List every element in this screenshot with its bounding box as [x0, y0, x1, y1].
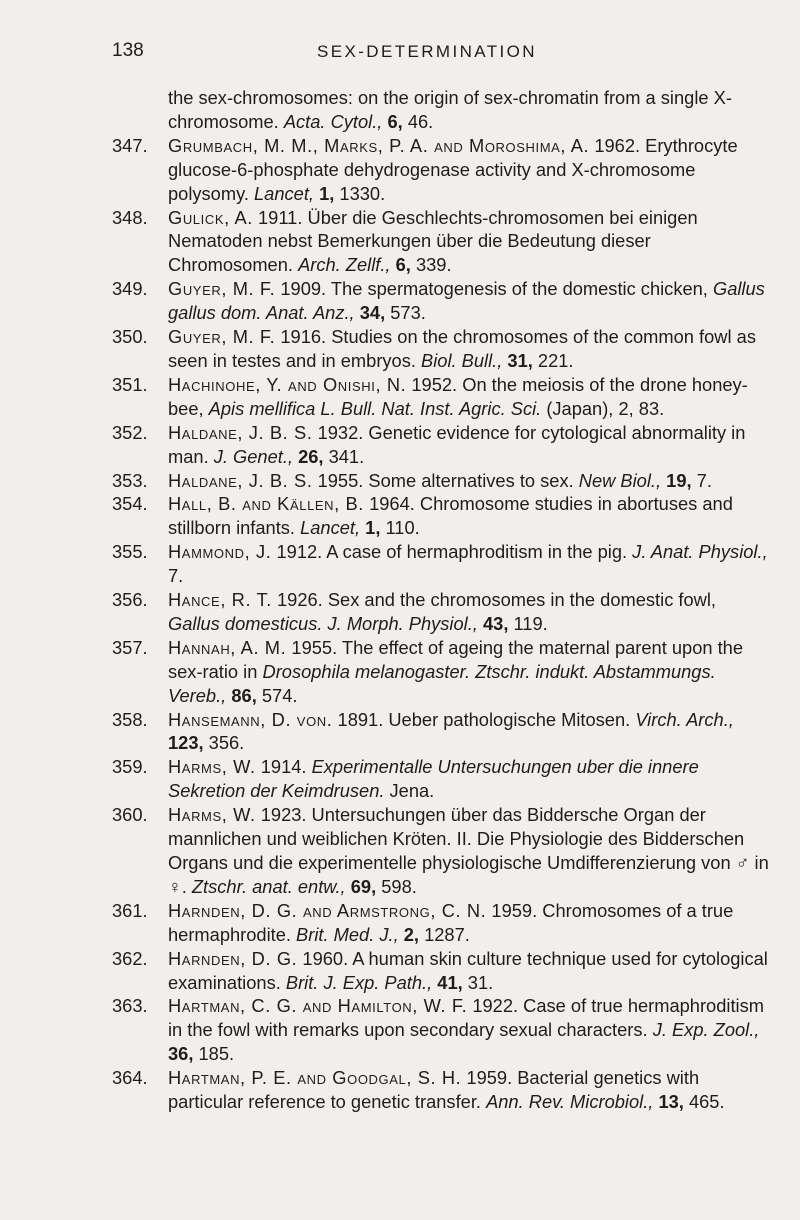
reference-journal: Biol. Bull., — [421, 349, 503, 371]
reference-journal: J. Anat. Physiol., — [632, 541, 768, 563]
reference-number: 356. — [112, 589, 148, 611]
reference-text: 1932. Genetic evidence for cytological abnormality in man. — [168, 421, 746, 467]
reference-volume: 86, — [231, 684, 257, 706]
reference-number: 361. — [112, 899, 148, 921]
reference-entry — [112, 277, 772, 325]
reference-pages: 341. — [323, 445, 365, 467]
reference-volume: 13, — [658, 1091, 684, 1113]
reference-authors: Haldane, J. B. S. — [168, 469, 313, 491]
reference-pages: 339. — [410, 254, 452, 276]
reference-authors: Harnden, D. G. and Armstrong, C. N. — [168, 899, 487, 921]
reference-entry — [112, 1066, 772, 1114]
reference-pages: Jena. — [384, 780, 435, 802]
reference-volume: 19, — [666, 469, 692, 491]
reference-entry — [112, 588, 772, 636]
reference-text: 1891. Ueber pathologische Mitosen. — [332, 708, 636, 730]
reference-authors: Hammond, J. — [168, 541, 272, 563]
reference-authors: Harms, W. — [168, 804, 256, 826]
reference-journal: New Biol., — [578, 469, 662, 491]
reference-number: 347. — [112, 134, 148, 156]
reference-text: 1916. Studies on the chromosomes of the common fowl as seen in testes and in embryos. — [168, 326, 756, 371]
reference-volume: 31, — [507, 349, 533, 371]
continued-journal: Acta. Cytol., — [283, 110, 383, 132]
reference-volume: 26, — [298, 445, 324, 467]
reference-authors: Guyer, M. F. — [168, 326, 276, 348]
reference-entry — [112, 206, 772, 278]
reference-text: 1955. The effect of ageing the maternal parent upon the sex-ratio in — [168, 636, 744, 682]
reference-entry — [112, 708, 772, 756]
reference-number: 355. — [112, 541, 148, 563]
reference-authors: Hall, B. and Källen, B. — [168, 493, 364, 515]
reference-list — [112, 86, 772, 1114]
reference-number: 353. — [112, 469, 148, 491]
reference-journal: Experimentalle Untersuchungen uber die innere Sekretion der Keimdrusen. — [168, 756, 699, 802]
reference-journal: Drosophila melanogaster. Ztschr. indukt. Abstammungs. Vereb., — [168, 660, 716, 706]
reference-number: 363. — [112, 995, 148, 1017]
reference-journal: Gallus gallus dom. Anat. Anz., — [168, 278, 765, 324]
reference-pages: 598. — [376, 875, 417, 897]
reference-entry — [112, 373, 772, 421]
page-header — [112, 40, 760, 70]
reference-entry — [112, 994, 772, 1066]
reference-text: 1952. On the meiosis of the drone honey-bee, — [168, 373, 748, 419]
reference-pages: 1287. — [419, 923, 470, 945]
reference-text: 1955. Some alternatives to sex. — [312, 469, 579, 491]
reference-number: 352. — [112, 421, 148, 443]
reference-text: 1964. Chromosome studies in abortuses and stillborn infants. — [168, 493, 733, 539]
continued-pages: 46. — [402, 110, 434, 132]
reference-journal: J. Genet., — [213, 445, 293, 467]
continued-reference — [112, 86, 772, 134]
reference-volume: 123, — [168, 732, 204, 754]
reference-journal: Brit. J. Exp. Path., — [285, 971, 433, 993]
reference-volume: 34, — [359, 302, 386, 324]
reference-number: 354. — [112, 493, 148, 515]
reference-text: 1959. Bacterial genetics with particular reference to genetic transfer. — [168, 1067, 700, 1113]
reference-entry — [112, 469, 772, 493]
reference-volume: 69, — [350, 875, 377, 897]
reference-authors: Hansemann, D. von. — [168, 708, 333, 730]
reference-pages: 465. — [683, 1091, 725, 1113]
running-head: SEX-DETERMINATION — [317, 42, 537, 61]
reference-volume: 2, — [403, 923, 419, 945]
reference-authors: Haldane, J. B. S. — [168, 421, 313, 443]
reference-volume: 6, — [395, 254, 411, 276]
reference-number: 362. — [112, 947, 148, 969]
reference-entry — [112, 540, 772, 588]
reference-pages: 7. — [168, 565, 184, 587]
reference-journal: Gallus domesticus. J. Morph. Physiol., — [168, 612, 478, 634]
reference-journal: Lancet, — [254, 182, 314, 204]
reference-authors: Hance, R. T. — [168, 589, 272, 611]
reference-journal: Virch. Arch., — [635, 708, 734, 730]
reference-pages: 573. — [385, 302, 426, 324]
reference-number: 351. — [112, 373, 148, 395]
reference-number: 358. — [112, 708, 148, 730]
reference-volume: 43, — [482, 612, 509, 634]
reference-number: 359. — [112, 756, 148, 778]
reference-text: 1912. A case of hermaphroditism in the pig. — [271, 541, 633, 563]
reference-number: 348. — [112, 206, 148, 228]
reference-pages: 119. — [508, 612, 548, 634]
reference-journal: Lancet, — [300, 517, 361, 539]
reference-authors: Grumbach, M. M., Marks, P. A. and Moroshima, A. — [168, 134, 590, 156]
reference-number: 349. — [112, 278, 148, 300]
reference-number: 360. — [112, 804, 148, 826]
reference-journal: J. Exp. Zool., — [652, 1019, 760, 1041]
reference-entry — [112, 421, 772, 469]
reference-volume: 41, — [437, 971, 463, 993]
reference-number: 357. — [112, 636, 148, 658]
reference-text: 1960. A human skin culture technique used for cytological examinations. — [168, 947, 768, 993]
reference-pages: 31. — [462, 971, 494, 993]
reference-number: 364. — [112, 1067, 148, 1089]
reference-pages: (Japan), 2, 83. — [541, 397, 665, 419]
reference-text: 1923. Untersuchungen über das Biddersche Organ der mannlichen und weiblichen Kröten. II. Die Physiologie des Bidderschen Organs und die experimentelle physiologische Umdifferenzierung von ♂ in ♀. — [168, 804, 769, 897]
reference-entry — [112, 803, 772, 899]
reference-journal: Ann. Rev. Microbiol., — [486, 1091, 654, 1113]
reference-authors: Hartman, C. G. and Hamilton, W. F. — [168, 995, 468, 1017]
reference-journal: Apis mellifica L. Bull. Nat. Inst. Agric. Sci. — [208, 397, 542, 419]
reference-journal: Arch. Zellf., — [298, 254, 391, 276]
reference-entry — [112, 899, 772, 947]
reference-authors: Hartman, P. E. and Goodgal, S. H. — [168, 1067, 462, 1089]
reference-number: 350. — [112, 326, 148, 348]
page-number: 138 — [112, 40, 144, 61]
reference-text: 1959. Chromosomes of a true hermaphrodite. — [168, 899, 734, 945]
reference-authors: Guyer, M. F. — [168, 278, 276, 300]
reference-authors: Harnden, D. G. — [168, 947, 298, 969]
reference-authors: Gulick, A. — [168, 206, 253, 228]
reference-entry — [112, 134, 772, 206]
reference-authors: Hannah, A. M. — [168, 636, 287, 658]
reference-pages: 7. — [691, 469, 712, 491]
reference-text: 1914. — [255, 756, 312, 778]
reference-pages: 574. — [256, 684, 298, 706]
reference-text: 1962. Erythrocyte glucose-6-phosphate dehydrogenase activity and X-chromosome polysomy. — [168, 134, 738, 204]
reference-volume: 36, — [168, 1043, 194, 1065]
reference-text: 1926. Sex and the chromosomes in the domestic fowl, — [271, 589, 716, 611]
reference-volume: 1, — [319, 182, 335, 204]
reference-pages: 1330. — [334, 182, 386, 204]
reference-pages: 356. — [203, 732, 245, 754]
reference-text: 1911. Über die Geschlechts-chromosomen bei einigen Nematoden nebst Bemerkungen über die Bedeutung dieser Chromosomen. — [168, 206, 698, 276]
reference-entry — [112, 636, 772, 708]
reference-text: 1909. The spermatogenesis of the domestic chicken, — [275, 278, 713, 300]
reference-journal: Brit. Med. J., — [296, 923, 399, 945]
continued-text: the sex-chromosomes: on the origin of sex-chromatin from a single X-chromosome. — [168, 87, 732, 132]
continued-volume: 6, — [387, 110, 403, 132]
reference-entry — [112, 492, 772, 540]
reference-pages: 110. — [380, 517, 420, 539]
reference-text: 1922. Case of true hermaphroditism in the fowl with remarks upon secondary sexual characters. — [168, 995, 764, 1041]
reference-entry — [112, 755, 772, 803]
reference-volume: 1, — [365, 517, 381, 539]
reference-entry — [112, 947, 772, 995]
reference-authors: Hachinohe, Y. and Onishi, N. — [168, 373, 407, 395]
reference-entry — [112, 325, 772, 373]
reference-pages: 185. — [193, 1043, 235, 1065]
reference-authors: Harms, W. — [168, 756, 256, 778]
reference-journal: Ztschr. anat. entw., — [191, 875, 346, 897]
reference-pages: 221. — [532, 349, 574, 371]
